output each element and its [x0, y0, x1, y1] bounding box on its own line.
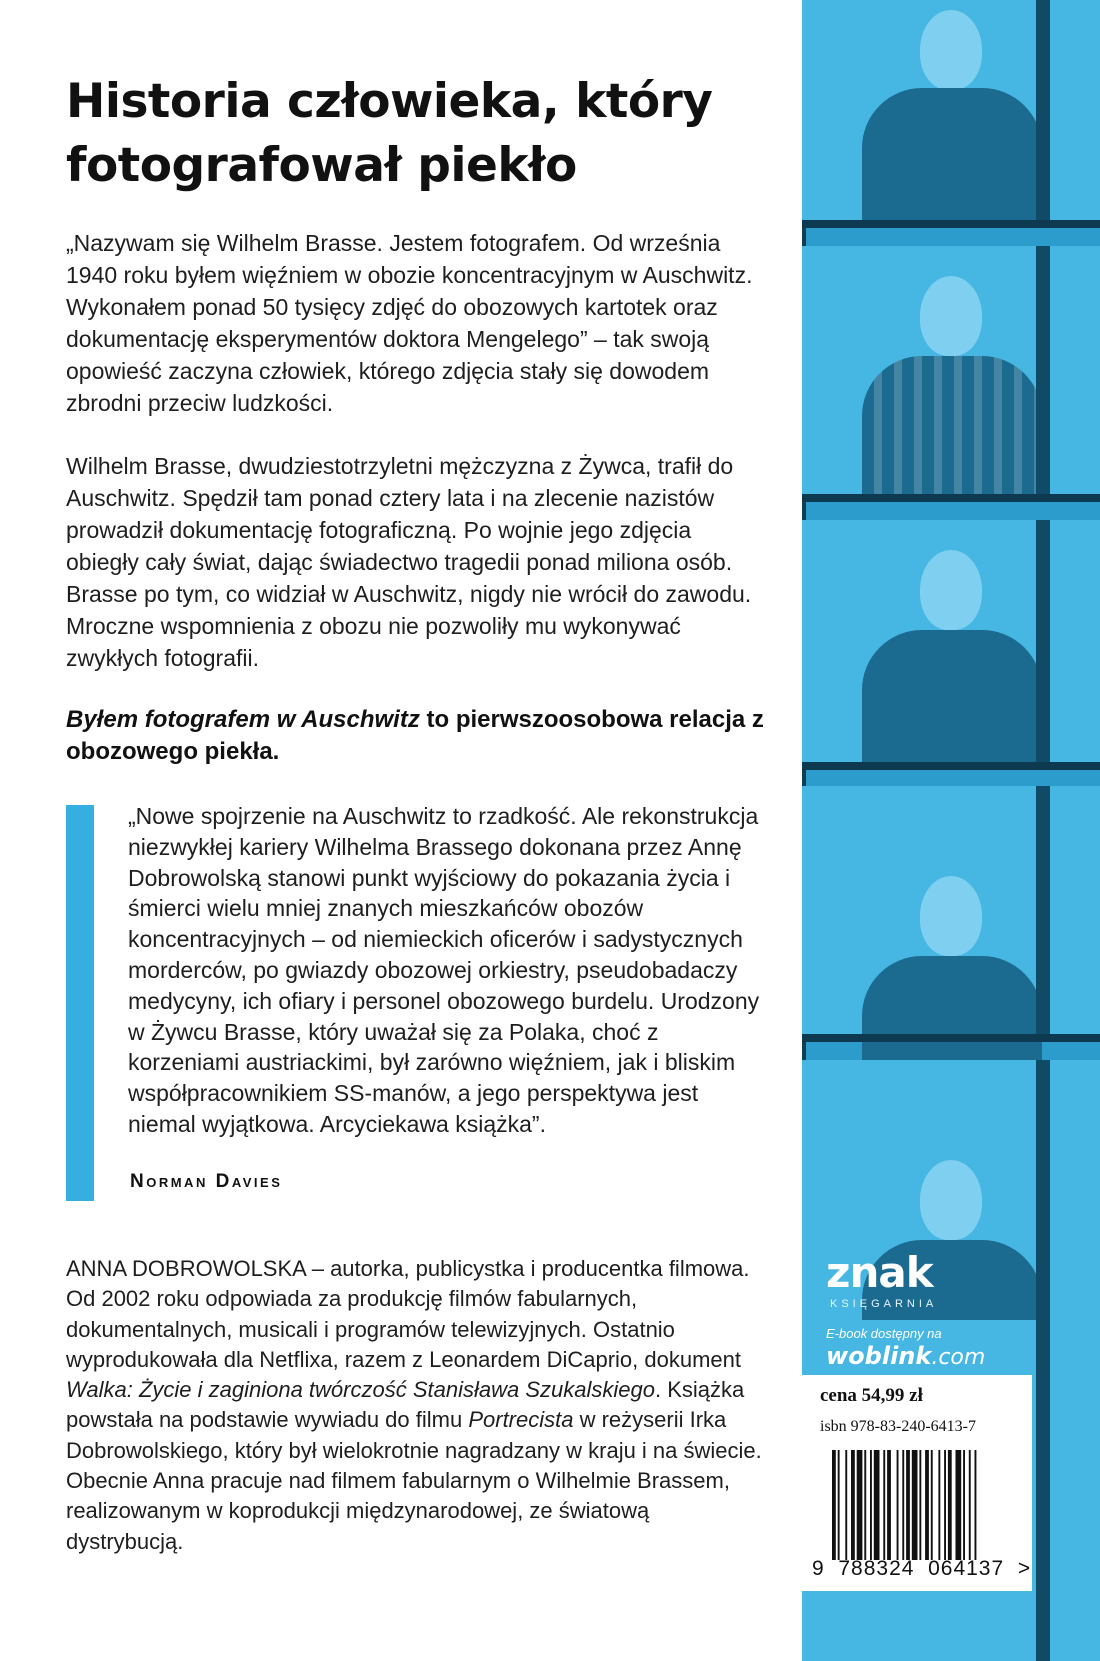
quote-accent-bar — [66, 805, 94, 1201]
photo-frame — [802, 0, 1100, 228]
barcode-bar — [832, 1450, 836, 1560]
barcode-bar — [864, 1450, 866, 1560]
bio-film-title-1: Walka: Życie i zaginiona twórczość Stanisława Szukalskiego — [66, 1377, 655, 1403]
barcode-bar — [912, 1450, 918, 1560]
frame-edge — [802, 762, 1100, 770]
woblink-name: woblink — [826, 1342, 932, 1370]
barcode-bar — [969, 1450, 971, 1560]
publisher-logo — [812, 1248, 1012, 1374]
bio-film-title-2: Portrecista — [468, 1407, 574, 1433]
quote-author: Norman Davies — [130, 1171, 283, 1192]
barcode-bar — [887, 1450, 891, 1560]
barcode-bar — [851, 1450, 855, 1560]
tagline — [66, 704, 766, 768]
barcode-bar — [938, 1450, 940, 1560]
portrait-head — [920, 10, 982, 90]
barcode-bar — [919, 1450, 921, 1560]
author-bio — [66, 1254, 766, 1557]
barcode-bar — [956, 1450, 962, 1560]
barcode-bar — [883, 1450, 885, 1560]
isbn-label: isbn 978-83-240-6413-7 — [820, 1418, 976, 1435]
barcode-digits: 9 788324 064137 > — [812, 1557, 1032, 1580]
bio-text-2: . Książka powstała na podstawie wywiadu do filmu — [66, 1377, 745, 1433]
woblink-logo — [826, 1342, 985, 1370]
portrait-body — [862, 88, 1042, 228]
portrait-head — [920, 1160, 982, 1240]
barcode-bar — [870, 1450, 872, 1560]
portrait-head — [920, 550, 982, 630]
barcode-bar — [925, 1450, 929, 1560]
barcode-bar — [874, 1450, 880, 1560]
barcode-bar — [906, 1450, 910, 1560]
frame-divider — [1036, 246, 1050, 502]
frame-edge — [802, 494, 1100, 502]
portrait-head — [920, 276, 982, 356]
bio-text-3: w reżyserii Irka Dobrowolskiego, który był wielokrotnie nagradzany w kraju i na świecie. Obecnie Anna pracuje nad filmem fabularnym o Wilhelmie Brassem, realizowanym w koprodukcji międzynarodowej, ze światową dystrybucją. — [66, 1407, 762, 1554]
barcode-bar — [944, 1450, 946, 1560]
book-title: Byłem fotografem w Auschwitz — [66, 706, 420, 733]
barcode-bar — [845, 1450, 847, 1560]
frame-divider — [1036, 520, 1050, 770]
page-title: Historia człowieka, który fotografował piekło — [66, 74, 713, 193]
photo-frame — [802, 246, 1100, 502]
barcode-bar — [897, 1450, 899, 1560]
frame-divider — [1036, 1060, 1050, 1320]
frame-divider — [1036, 786, 1050, 1042]
frame-edge — [802, 220, 1100, 228]
price-label: cena 54,99 zł — [820, 1385, 923, 1406]
frame-edge — [802, 1034, 1100, 1042]
ebook-note: E-book dostępny na — [826, 1326, 942, 1341]
barcode-bar — [963, 1450, 965, 1560]
striped-uniform — [862, 356, 1042, 496]
frame-divider — [1036, 0, 1050, 228]
blurb-quote: „Nowe spojrzenie na Auschwitz to rzadkość. Ale rekonstrukcja niezwykłej kariery Wilhelma Brassego dokonana przez Annę Dobrowolską stanowi punkt wyjściowy do pokazania życia i śmierci wielu mniej znanych mieszkańców obozów koncentracyjnych – od niemieckich oficerów i sadystycznych morderców, po gwiazdy obozowej orkiestry, pseudobadaczy medycyny, ich ofiary i personel obozowego burdelu. Urodzony w Żywcu Brasse, który uważał się za Polaka, choć z korzeniami austriackimi, był zarówno więźniem, jak i bliskim współpracownikiem SS-manów, a jego perspektywa jest niemal wyjątkowa. Arcyciekawa książka”. — [128, 803, 760, 1137]
znak-logo: znak — [826, 1248, 933, 1297]
portrait-body — [862, 630, 1042, 770]
bio-text-1: ANNA DOBROWOLSKA – autorka, publicystka i producentka filmowa. Od 2002 roku odpowiada za produkcję filmów fabularnych, dokumentalnych, musicali i programów telewizyjnych. Ostatnio wyprodukowała dla Netflixa, razem z Leonardem DiCaprio, dokument — [66, 1256, 750, 1372]
intro-paragraph: „Nazywam się Wilhelm Brasse. Jestem fotografem. Od września 1940 roku byłem więźniem w obozie koncentracyjnym w Auschwitz. Wykonałem ponad 50 tysięcy zdjęć do obozowych kartotek oraz dokumentację eksperymentów doktora Mengelego” – tak swoją opowieść zaczyna człowiek, którego zdjęcia stały się dowodem zbrodni przeciw ludzkości. — [66, 230, 753, 416]
woblink-tld: .com — [931, 1345, 986, 1370]
barcode-icon — [832, 1450, 1012, 1560]
barcode-bar — [838, 1450, 840, 1560]
portrait-head — [920, 876, 982, 956]
barcode-bar — [902, 1450, 904, 1560]
barcode-bar — [857, 1450, 863, 1560]
barcode-bar — [931, 1450, 933, 1560]
photo-frame — [802, 520, 1100, 770]
barcode-bar — [975, 1450, 977, 1560]
frame-divider — [1036, 1320, 1050, 1661]
barcode-bar — [948, 1450, 952, 1560]
znak-subtitle: KSIĘGARNIA — [830, 1298, 938, 1310]
tagline-rest: to pierwszoosobowa relacja z obozowego piekła. — [66, 706, 764, 765]
price-box — [802, 1375, 1032, 1591]
summary-paragraph: Wilhelm Brasse, dwudziestotrzyletni mężczyzna z Żywca, trafił do Auschwitz. Spędził tam ponad cztery lata i na zlecenie nazistów prowadził dokumentację fotograficzną. Po wojnie jego zdjęcia obiegły cały świat, dając świadectwo tragedii ponad miliona osób. Brasse po tym, co widział w Auschwitz, nigdy nie wrócił do zawodu. Mroczne wspomnienia z obozu nie pozwoliły mu wykonywać zwykłych fotografii. — [66, 453, 752, 671]
photo-frame — [802, 786, 1100, 1042]
